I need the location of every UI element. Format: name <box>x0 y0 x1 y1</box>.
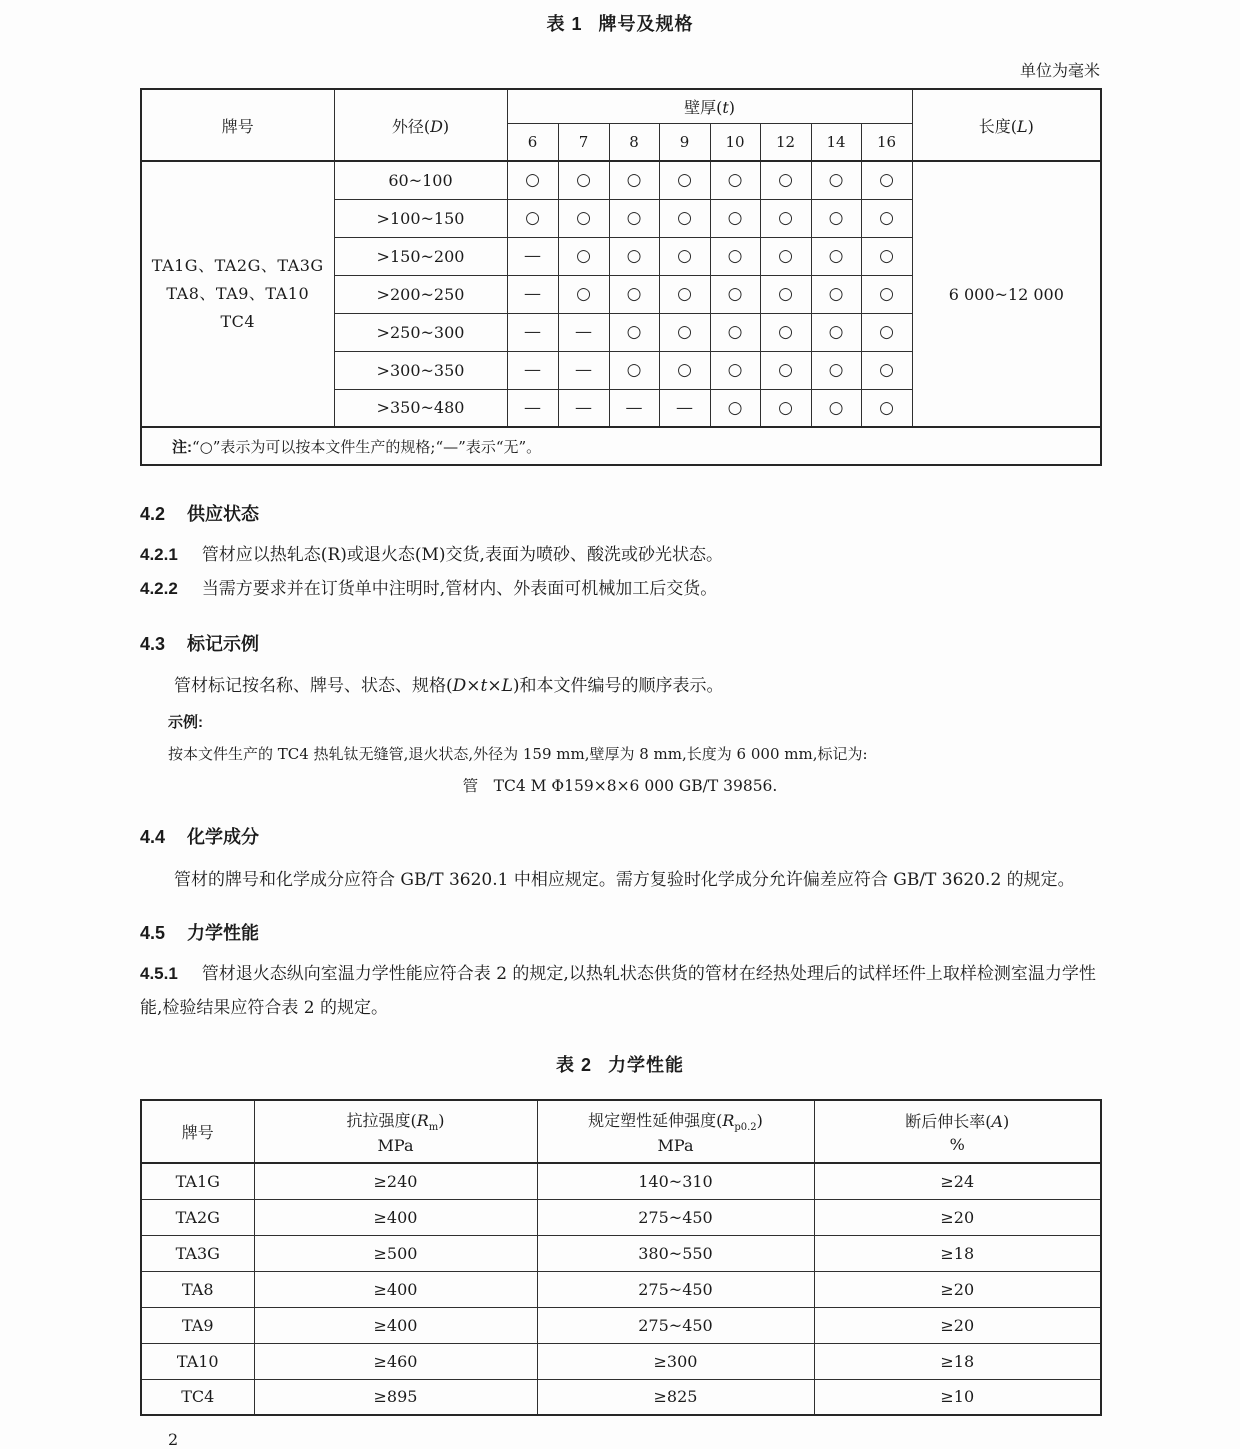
elongation-cell: ≥20 <box>814 1199 1101 1235</box>
spec-mark-cell: — <box>507 237 558 275</box>
col-header-tensile-strength: 抗拉强度$(R_m)$ MPa <box>254 1100 537 1163</box>
col-header-proof-strength: 规定塑性延伸强度$(R_{p0.2})$ MPa <box>537 1100 814 1163</box>
od-range-cell: >200~250 <box>334 275 507 313</box>
spec-mark-cell: ○ <box>659 199 710 237</box>
spec-mark-cell: ○ <box>760 237 811 275</box>
spec-mark-cell: ○ <box>760 161 811 199</box>
spec-mark-cell: ○ <box>861 389 912 427</box>
grade-cell: TA10 <box>141 1343 254 1379</box>
od-range-cell: >150~200 <box>334 237 507 275</box>
page-number: 2 <box>168 1430 179 1449</box>
section-heading-4-3: 4.3 标记示例 <box>140 634 260 654</box>
elongation-cell: ≥20 <box>814 1307 1101 1343</box>
example-designation: 管 TC4 M Φ159×8×6 000 GB/T 39856. <box>462 777 778 795</box>
thickness-header: 6 <box>507 123 558 161</box>
col-header-wall-thickness: 壁厚(t) <box>507 89 912 123</box>
thickness-header: 10 <box>710 123 760 161</box>
proof-cell: 275~450 <box>537 1307 814 1343</box>
clause-4-2-2: 4.2.2 当需方要求并在订货单中注明时,管材内、外表面可机械加工后交货。 <box>140 579 718 599</box>
note-text: “○”表示为可以按本文件生产的规格;“—”表示“无”。 <box>192 437 542 456</box>
proof-cell: ≥300 <box>537 1343 814 1379</box>
spec-mark-cell: ○ <box>861 313 912 351</box>
od-range-cell: >300~350 <box>334 351 507 389</box>
table-row <box>141 1163 1101 1199</box>
spec-mark-cell: ○ <box>811 275 861 313</box>
spec-mark-cell: ○ <box>861 237 912 275</box>
spec-mark-cell: ○ <box>609 161 659 199</box>
thickness-header: 9 <box>659 123 710 161</box>
clause-4-2-1: 4.2.1 管材应以热轧态(R)或退火态(M)交货,表面为喷砂、酸洗或砂光状态。 <box>140 545 723 565</box>
thickness-header: 7 <box>558 123 609 161</box>
spec-mark-cell: — <box>609 389 659 427</box>
spec-mark-cell: ○ <box>558 275 609 313</box>
spec-mark-cell: ○ <box>861 275 912 313</box>
tensile-cell: ≥240 <box>254 1163 537 1199</box>
thickness-header: 8 <box>609 123 659 161</box>
od-range-cell: 60~100 <box>334 161 507 199</box>
col-header-grade: 牌号 <box>141 89 334 161</box>
spec-mark-cell: ○ <box>659 275 710 313</box>
od-range-cell: >350~480 <box>334 389 507 427</box>
spec-mark-cell: ○ <box>609 313 659 351</box>
spec-mark-cell: ○ <box>710 275 760 313</box>
clause-4-5-1: 4.5.1 管材退火态纵向室温力学性能应符合表 2 的规定,以热轧状态供货的管材在经热处理后的试样坯件上取样检测室温力学性能,检验结果应符合表 2 的规定。 <box>140 964 1096 1018</box>
spec-mark-cell: ○ <box>760 313 811 351</box>
spec-mark-cell: ○ <box>861 199 912 237</box>
section-heading-4-2: 4.2 供应状态 <box>140 504 260 524</box>
spec-mark-cell: ○ <box>760 351 811 389</box>
length-cell: 6 000~12 000 <box>912 161 1101 427</box>
spec-mark-cell: — <box>507 313 558 351</box>
table-row <box>141 1379 1101 1415</box>
spec-mark-cell: ○ <box>811 351 861 389</box>
spec-mark-cell: — <box>507 389 558 427</box>
table1-title-number: 表 1 <box>546 14 583 34</box>
tensile-cell: ≥500 <box>254 1235 537 1271</box>
tensile-cell: ≥460 <box>254 1343 537 1379</box>
table1-specifications <box>140 88 1102 466</box>
spec-mark-cell: ○ <box>609 351 659 389</box>
spec-mark-cell: ○ <box>659 313 710 351</box>
unit-mpa: MPa <box>657 1136 694 1156</box>
spec-mark-cell: — <box>558 389 609 427</box>
spec-mark-cell: — <box>507 275 558 313</box>
spec-mark-cell: ○ <box>710 161 760 199</box>
table1-note <box>141 427 1101 465</box>
table-note-row <box>141 427 1101 465</box>
elongation-cell: ≥10 <box>814 1379 1101 1415</box>
spec-mark-cell: ○ <box>710 389 760 427</box>
grade-cell: TA1G <box>141 1163 254 1199</box>
document-page <box>140 0 1100 1449</box>
tensile-cell: ≥400 <box>254 1199 537 1235</box>
grade-cell: TA9 <box>141 1307 254 1343</box>
spec-mark-cell: ○ <box>558 237 609 275</box>
grade-cell: TA3G <box>141 1235 254 1271</box>
section-heading-4-4: 4.4 化学成分 <box>140 827 260 847</box>
spec-mark-cell: ○ <box>811 161 861 199</box>
spec-mark-cell: ○ <box>710 237 760 275</box>
table2-title <box>140 1051 1100 1077</box>
spec-mark-cell: — <box>558 313 609 351</box>
grade-line: TC4 <box>220 312 256 331</box>
table-row <box>141 1199 1101 1235</box>
col-header-elongation: 断后伸长率(A) % <box>814 1100 1101 1163</box>
spec-mark-cell: — <box>507 351 558 389</box>
elongation-cell: ≥18 <box>814 1343 1101 1379</box>
table2-title-number: 表 2 <box>555 1055 592 1075</box>
tensile-cell: ≥400 <box>254 1307 537 1343</box>
thickness-header: 12 <box>760 123 811 161</box>
grade-cell: TA2G <box>141 1199 254 1235</box>
thickness-header: 16 <box>861 123 912 161</box>
clause-4-3-body: 管材标记按名称、牌号、状态、规格(D×t×L)和本文件编号的顺序表示。 <box>174 676 724 696</box>
example-text: 按本文件生产的 TC4 热轧钛无缝管,退火状态,外径为 159 mm,壁厚为 8 mm,长度为 6 000 mm,标记为: <box>168 745 868 763</box>
grade-cell <box>141 161 334 427</box>
spec-mark-cell: ○ <box>558 199 609 237</box>
spec-mark-cell: ○ <box>760 389 811 427</box>
unit-note: 单位为毫米 <box>1019 61 1100 80</box>
proof-cell: 380~550 <box>537 1235 814 1271</box>
elongation-cell: ≥24 <box>814 1163 1101 1199</box>
clause-4-4-body: 管材的牌号和化学成分应符合 GB/T 3620.1 中相应规定。需方复验时化学成分允许偏差应符合 GB/T 3620.2 的规定。 <box>174 870 1075 890</box>
spec-mark-cell: ○ <box>609 199 659 237</box>
spec-mark-cell: ○ <box>710 351 760 389</box>
unit-percent: % <box>949 1135 965 1154</box>
spec-mark-cell: ○ <box>811 313 861 351</box>
grade-cell: TC4 <box>141 1379 254 1415</box>
spec-mark-cell: ○ <box>710 199 760 237</box>
proof-cell: 275~450 <box>537 1271 814 1307</box>
grade-line: TA1G、TA2G、TA3G <box>151 256 324 275</box>
tensile-cell: ≥895 <box>254 1379 537 1415</box>
elongation-cell: ≥18 <box>814 1235 1101 1271</box>
proof-cell: ≥825 <box>537 1379 814 1415</box>
table2-mechanical-properties <box>140 1099 1102 1416</box>
spec-mark-cell: ○ <box>507 199 558 237</box>
col-header-od: 外径(D) <box>334 89 507 161</box>
spec-mark-cell: ○ <box>609 275 659 313</box>
grade-cell: TA8 <box>141 1271 254 1307</box>
table-row <box>141 1235 1101 1271</box>
spec-mark-cell: ○ <box>861 161 912 199</box>
table-row <box>141 161 1101 199</box>
grade-line: TA8、TA9、TA10 <box>166 284 310 303</box>
spec-mark-cell: ○ <box>811 237 861 275</box>
tensile-cell: ≥400 <box>254 1271 537 1307</box>
spec-mark-cell: ○ <box>760 199 811 237</box>
spec-mark-cell: ○ <box>507 161 558 199</box>
unit-mpa: MPa <box>377 1136 414 1156</box>
elongation-cell: ≥20 <box>814 1271 1101 1307</box>
table-row <box>141 1343 1101 1379</box>
thickness-header: 14 <box>811 123 861 161</box>
spec-mark-cell: ○ <box>811 199 861 237</box>
section-heading-4-5: 4.5 力学性能 <box>140 923 260 943</box>
spec-mark-cell: — <box>558 351 609 389</box>
spec-mark-cell: ○ <box>659 161 710 199</box>
table2-title-text: 力学性能 <box>608 1055 684 1075</box>
spec-mark-cell: ○ <box>811 389 861 427</box>
spec-mark-cell: ○ <box>609 237 659 275</box>
note-label: 注: <box>172 438 192 456</box>
col-header-grade: 牌号 <box>141 1100 254 1163</box>
proof-cell: 140~310 <box>537 1163 814 1199</box>
spec-mark-cell: ○ <box>760 275 811 313</box>
table-row <box>141 1271 1101 1307</box>
od-range-cell: >250~300 <box>334 313 507 351</box>
spec-mark-cell: ○ <box>558 161 609 199</box>
spec-mark-cell: ○ <box>861 351 912 389</box>
table-row <box>141 1307 1101 1343</box>
proof-cell: 275~450 <box>537 1199 814 1235</box>
spec-mark-cell: ○ <box>659 351 710 389</box>
example-label: 示例: <box>168 714 203 731</box>
spec-mark-cell: — <box>659 389 710 427</box>
spec-mark-cell: ○ <box>659 237 710 275</box>
spec-mark-cell: ○ <box>710 313 760 351</box>
col-header-length: 长度(L) <box>912 89 1101 161</box>
table1-title-text: 牌号及规格 <box>598 14 694 34</box>
table1-title <box>140 0 1100 36</box>
od-range-cell: >100~150 <box>334 199 507 237</box>
